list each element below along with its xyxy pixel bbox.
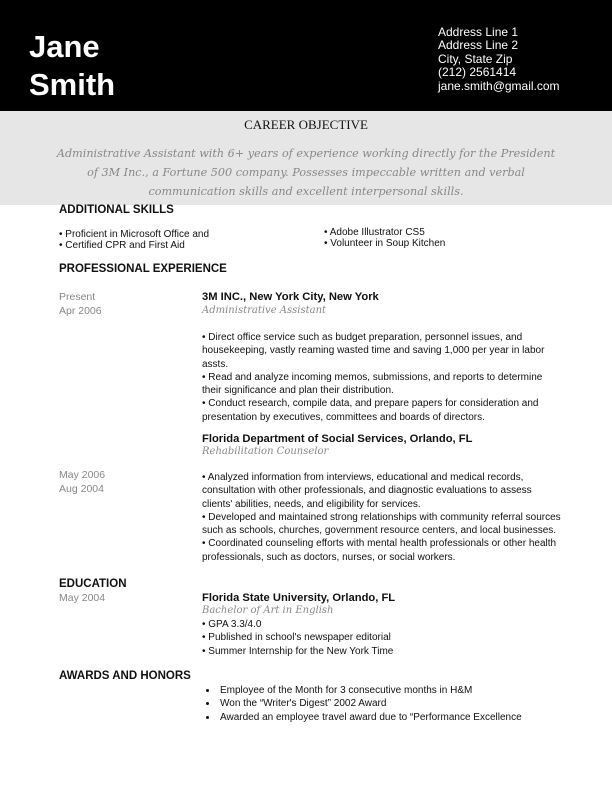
education-school: Florida State University, Orlando, FL: [202, 592, 396, 604]
education-degree: Bachelor of Art in English: [202, 605, 334, 616]
award-text: Awarded an employee travel award due to “Performance Excellence: [220, 711, 522, 723]
date-end: May 2006: [59, 469, 106, 481]
skills-right: [324, 227, 445, 249]
date-start: Aug 2004: [59, 482, 104, 495]
job-role: Administrative Assistant: [202, 305, 327, 316]
job-company: Florida Department of Social Services, Orlando, FL: [202, 433, 473, 445]
education-bullet: • Published in school's newspaper editorial: [202, 632, 391, 644]
skills-title: ADDITIONAL SKILLS: [59, 204, 174, 216]
education-bullet: • Summer Internship for the New York Time: [202, 645, 394, 657]
last-name: Smith: [29, 67, 116, 102]
job-bullet: • Direct office service such as budget preparation, personnel issues, and housekeeping, vastly reaming wasted time and saving 1,000 per year in labor assts.: [202, 332, 545, 370]
award-text: Won the “Writer's Digest” 2002 Award: [220, 698, 387, 710]
job-bullets: [202, 331, 562, 424]
job-bullet: • Coordinated counseling efforts with mental health professionals or other health professionals, such as doctors, nurses, or social workers.: [202, 538, 557, 563]
job-bullet: • Developed and maintained strong relationships with community referral sources such as schools, churches, government resource centers, and local businesses.: [202, 511, 561, 537]
city-state-zip: City, State Zip: [438, 51, 513, 66]
awards-list: [206, 684, 586, 724]
skill-item: • Certified CPR and First Aid: [59, 240, 185, 251]
objective-title: CAREER OBJECTIVE: [244, 117, 368, 132]
award-text: Employee of the Month for 3 consecutive months in H&M: [220, 685, 473, 696]
skill-item: • Adobe Illustrator CS5: [324, 227, 425, 238]
date-end: Present: [59, 291, 96, 303]
job-role: Rehabilitation Counselor: [202, 446, 329, 457]
skill-item: • Proficient in Microsoft Office and: [59, 229, 210, 240]
address-line-2: Address Line 2: [438, 38, 519, 53]
award-item: [206, 697, 586, 710]
job-bullet: • Conduct research, compile data, and prepare papers for consideration and presentation by executives, committees and boards of directors.: [202, 398, 539, 423]
contact-info: [438, 26, 560, 93]
date-start: Apr 2006: [59, 304, 102, 317]
job-company: 3M INC., New York City, New York: [202, 291, 379, 303]
education-bullet: • GPA 3.3/4.0: [202, 619, 262, 630]
skill-item: • Volunteer in Soup Kitchen: [324, 238, 446, 249]
job-dates: [59, 291, 102, 318]
education-date: May 2004: [59, 592, 106, 604]
email: jane.smith@gmail.com: [438, 78, 560, 93]
skills-left: [59, 229, 209, 251]
job-dates: [59, 469, 105, 496]
education-bullets: [202, 618, 562, 658]
awards-title: AWARDS AND HONORS: [59, 670, 191, 682]
job-bullet: • Analyzed information from interviews, educational and medical records, consultation with other professionals, and diagnostic evaluations to assess clients' abilities, needs, and eligibility for services.: [202, 472, 532, 510]
award-item: [206, 711, 586, 724]
experience-title: PROFESSIONAL EXPERIENCE: [59, 263, 227, 275]
job-bullet: • Read and analyze incoming memos, submissions, and reports to determine their significance and plan their distribution.: [202, 371, 543, 397]
phone: (212) 2561414: [438, 65, 517, 80]
objective-text: Administrative Assistant with 6+ years of experience working directly for the President of 3M Inc., a Fortune 500 company. Possesses impeccable written and verbal communication skills and excellent interpersonal skills.: [56, 147, 556, 198]
first-name: Jane: [29, 29, 100, 64]
education-title: EDUCATION: [59, 578, 127, 590]
award-item: [206, 684, 586, 697]
job-bullets: [202, 471, 562, 564]
address-line-1: Address Line 1: [438, 25, 519, 39]
